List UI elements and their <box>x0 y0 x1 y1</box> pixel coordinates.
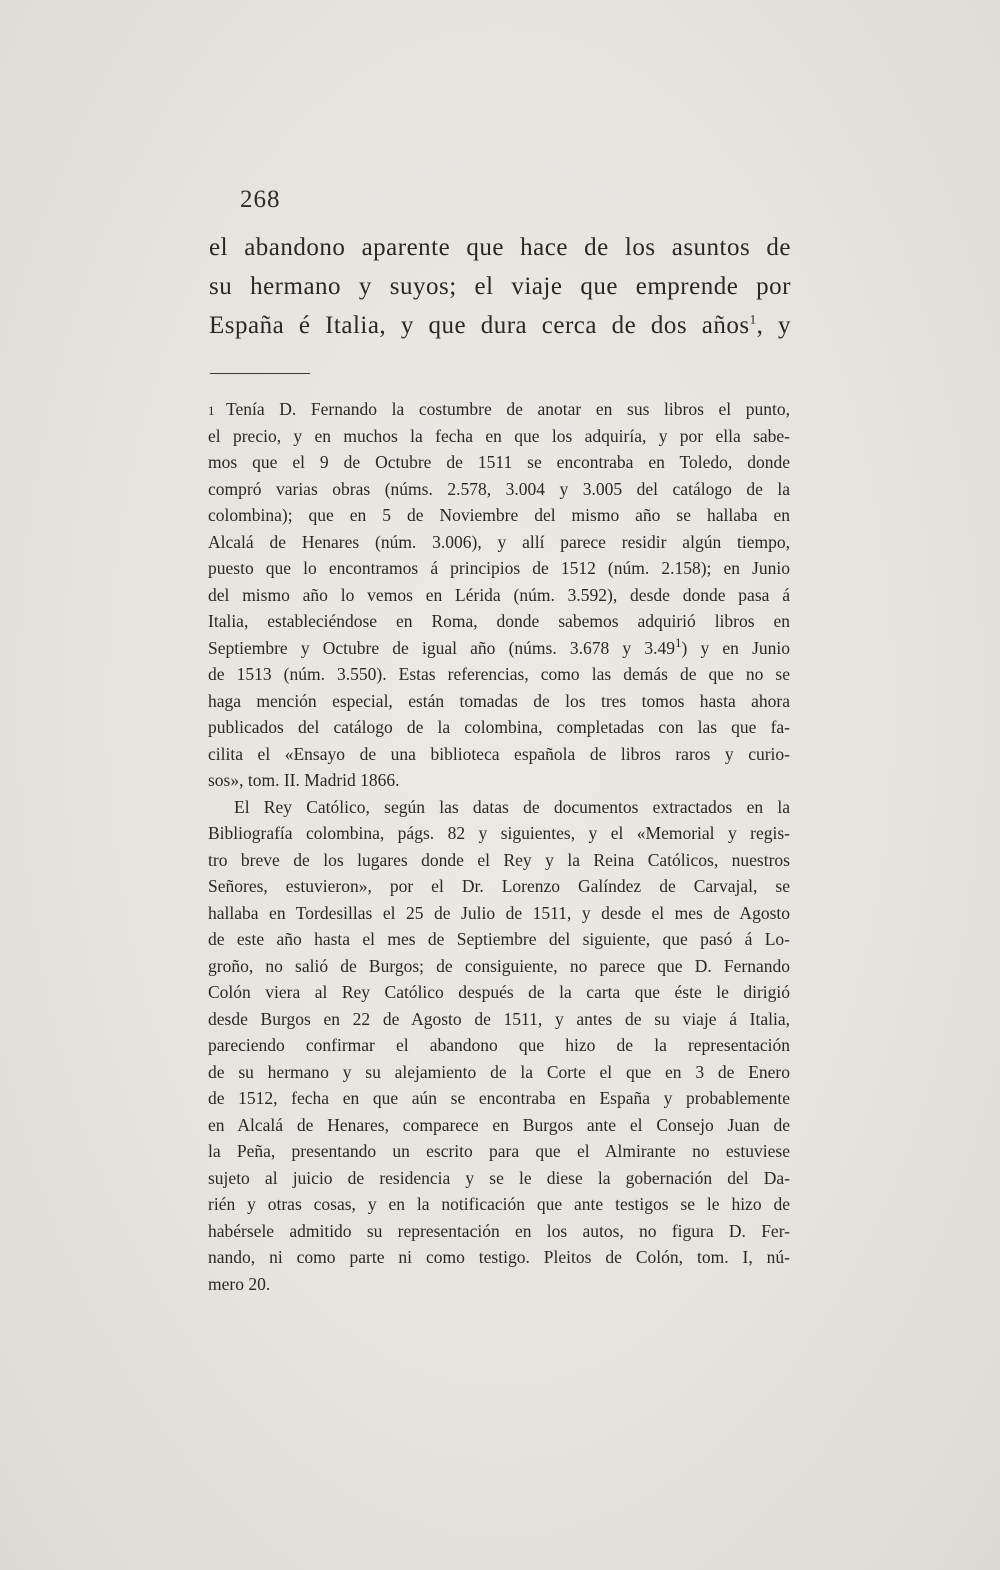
footnote-divider <box>210 373 310 374</box>
footnote-line: tro breve de los lugares donde el Rey y la Reina Católicos, nuestros <box>208 849 790 870</box>
footnote-line <box>208 635 790 662</box>
footnote-line: rién y otras cosas, y en la notificación que ante testigos se le hizo de <box>208 1194 790 1214</box>
footnote-line-text: Tenía D. Fernando la costumbre de anotar en sus libros el punto, <box>226 399 790 419</box>
footnote-line: haga mención especial, están tomadas de los tres tomos hasta ahora <box>208 690 790 711</box>
footnote-line: desde Burgos en 22 de Agosto de 1511, y antes de su viaje á Italia, <box>208 1008 790 1029</box>
page-number: 268 <box>240 186 281 213</box>
footnote-line: de su hermano y su alejamiento de la Corte el que en 3 de Enero <box>208 1061 790 1082</box>
main-text-line-end: , y <box>756 312 791 339</box>
footnote-line: compró varias obras (núms. 2.578, 3.004 y 3.005 del catálogo de la <box>208 478 790 499</box>
footnote-line: colombina); que en 5 de Noviembre del mismo año se hallaba en <box>208 505 790 525</box>
main-text-line: su hermano y suyos; el viaje que emprende por <box>209 273 791 300</box>
footnote-inline-reference: 1 <box>674 634 682 650</box>
footnote-line: puesto que lo encontramos á principios de 1512 (núm. 2.158); en Junio <box>208 558 790 578</box>
footnote-line: cilita el «Ensayo de una biblioteca española de libros raros y curio- <box>208 743 790 764</box>
footnote-line: Señores, estuvieron», por el Dr. Lorenzo Galíndez de Carvajal, se <box>208 876 790 896</box>
footnote-reference[interactable]: 1 <box>749 311 757 327</box>
footnote-line: Italia, estableciéndose en Roma, donde sabemos adquirió libros en <box>208 611 790 631</box>
main-text-block <box>209 228 791 345</box>
footnote-line: el precio, y en muchos la fecha en que los adquiría, y por ella sabe- <box>208 425 790 446</box>
footnote-line: El Rey Católico, según las datas de documentos extractados en la <box>234 796 790 817</box>
footnote-line: sos», tom. II. Madrid 1866. <box>208 770 400 790</box>
footnote-line: de este año hasta el mes de Septiembre del siguiente, que pasó á Lo- <box>208 929 790 949</box>
footnote-line: publicados del catálogo de la colombina, completadas con las que fa- <box>208 717 790 737</box>
footnote-line <box>208 396 790 423</box>
footnote-block <box>208 396 790 1297</box>
footnote-line: del mismo año lo vemos en Lérida (núm. 3.592), desde donde pasa á <box>208 584 790 605</box>
footnote-line: de 1512, fecha en que aún se encontraba en España y probablemente <box>208 1088 790 1108</box>
footnote-line: habérsele admitido su representación en los autos, no figura D. Fer- <box>208 1220 790 1241</box>
footnote-line: mero 20. <box>208 1273 271 1294</box>
footnote-line: mos que el 9 de Octubre de 1511 se encontraba en Toledo, donde <box>208 452 790 472</box>
footnote-line-end: ) y en Junio <box>681 637 790 658</box>
footnote-line: groño, no salió de Burgos; de consiguiente, no parece que D. Fernando <box>208 955 790 976</box>
footnote-line: en Alcalá de Henares, comparece en Burgos ante el Consejo Juan de <box>208 1114 790 1135</box>
main-text-line <box>209 306 791 345</box>
footnote-line: Alcalá de Henares (núm. 3.006), y allí parece residir algún tiempo, <box>208 531 790 552</box>
footnote-line: la Peña, presentando un escrito para que el Almirante no estuviese <box>208 1141 790 1161</box>
footnote-line: hallaba en Tordesillas el 25 de Julio de 1511, y desde el mes de Agosto <box>208 902 790 923</box>
main-text-line-start: España é Italia, y que dura cerca de dos años <box>209 312 750 339</box>
footnote-line: Bibliografía colombina, págs. 82 y siguientes, y el «Memorial y regis- <box>208 823 790 843</box>
footnote-line: nando, ni como parte ni como testigo. Pleitos de Colón, tom. I, nú- <box>208 1247 790 1267</box>
main-text-line: el abandono aparente que hace de los asuntos de <box>209 234 791 261</box>
footnote-marker: 1 <box>208 403 215 418</box>
footnote-line: pareciendo confirmar el abandono que hizo de la representación <box>208 1035 790 1055</box>
footnote-line: Colón viera al Rey Católico después de la carta que éste le dirigió <box>208 982 790 1002</box>
footnote-line-start: Septiembre y Octubre de igual año (núms. 3.678 y 3.49 <box>208 637 675 658</box>
footnote-line: sujeto al juicio de residencia y se le diese la gobernación del Da- <box>208 1167 790 1188</box>
footnote-line: de 1513 (núm. 3.550). Estas referencias, como las demás de que no se <box>208 664 790 684</box>
